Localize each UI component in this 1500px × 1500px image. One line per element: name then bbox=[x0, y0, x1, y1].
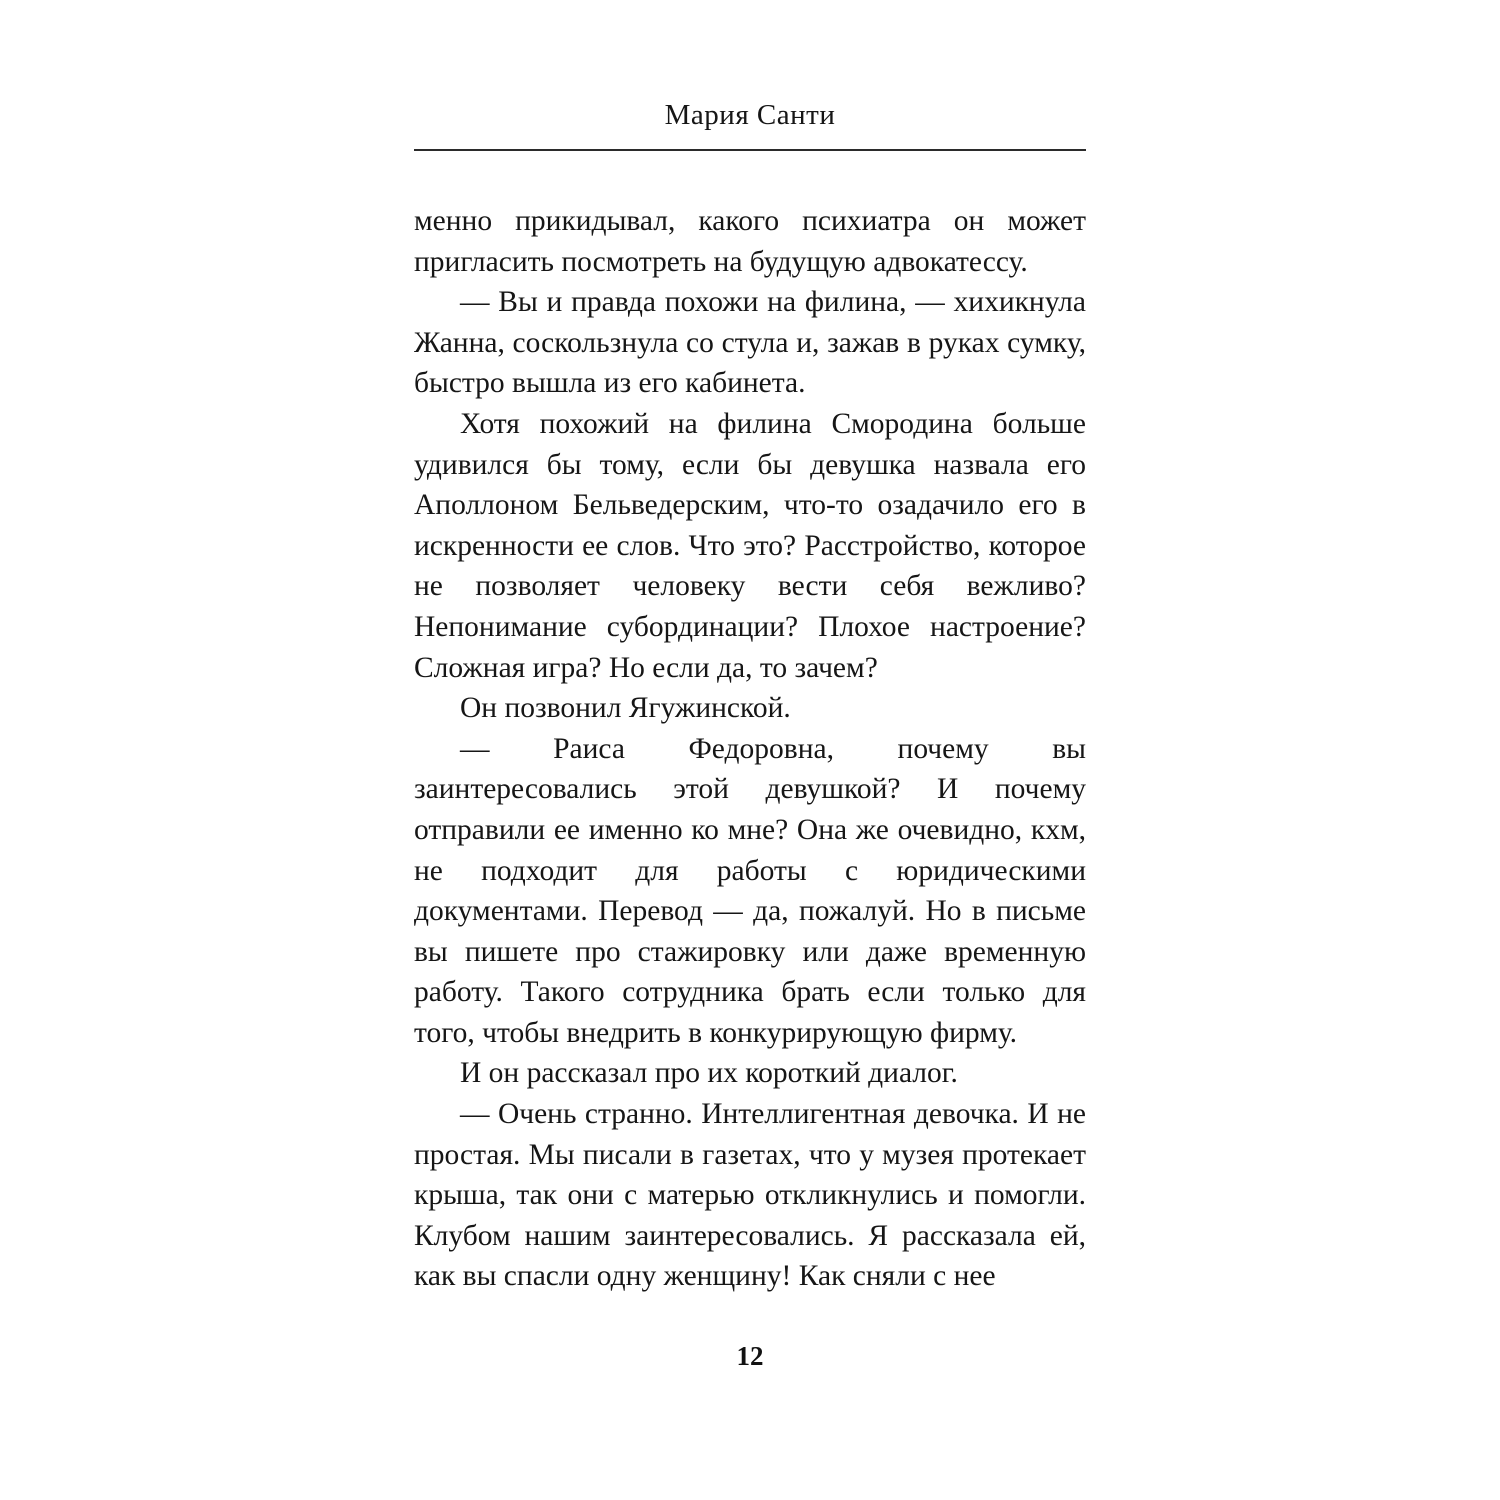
author-name: Мария Санти bbox=[664, 99, 836, 131]
paragraph: Хотя похожий на филина Смородина больше удивился бы тому, если бы девушка назвала его Аполлоном Бельведерским, что-то озадачило его в искренности ее слов. Что это? Расстройство, которое не позволяет человеку вести себя вежливо? Непонимание субординации? Плохое настроение? Сложная игра? Но если да, то зачем? bbox=[414, 407, 1086, 684]
paragraph: — Раиса Федоровна, почему вы заинтересовались этой девушкой? И почему отправили ее именно ко мне? Она же очевидно, кхм, не подходит для работы с юридическими документами. Перевод — да, пожалуй. Но в письме вы пишете про стажировку или даже временную работу. Такого сотрудника брать если только для того, чтобы внедрить в конкурирующую фирму. bbox=[414, 732, 1086, 1049]
paragraph: менно прикидывал, какого психиатра он может пригласить посмотреть на будущую адвокатессу. bbox=[414, 205, 1086, 278]
page-number: 12 bbox=[736, 1341, 764, 1371]
paragraph: И он рассказал про их короткий диалог. bbox=[460, 1057, 958, 1090]
paragraph: — Вы и правда похожи на филина, — хихикнула Жанна, соскользнула со стула и, зажав в руках сумку, быстро вышла из его кабинета. bbox=[414, 286, 1086, 400]
paragraph: Он позвонил Ягужинской. bbox=[460, 692, 791, 725]
paragraph: — Очень странно. Интеллигентная девочка. И не простая. Мы писали в газетах, что у музея протекает крыша, так они с матерью откликнулись и помогли. Клубом нашим заинтересовались. Я рассказала ей, как вы спасли одну женщину! Как сняли с нее bbox=[414, 1098, 1086, 1293]
body-text bbox=[414, 201, 1086, 1297]
header-rule bbox=[414, 149, 1086, 151]
running-header bbox=[414, 98, 1086, 151]
